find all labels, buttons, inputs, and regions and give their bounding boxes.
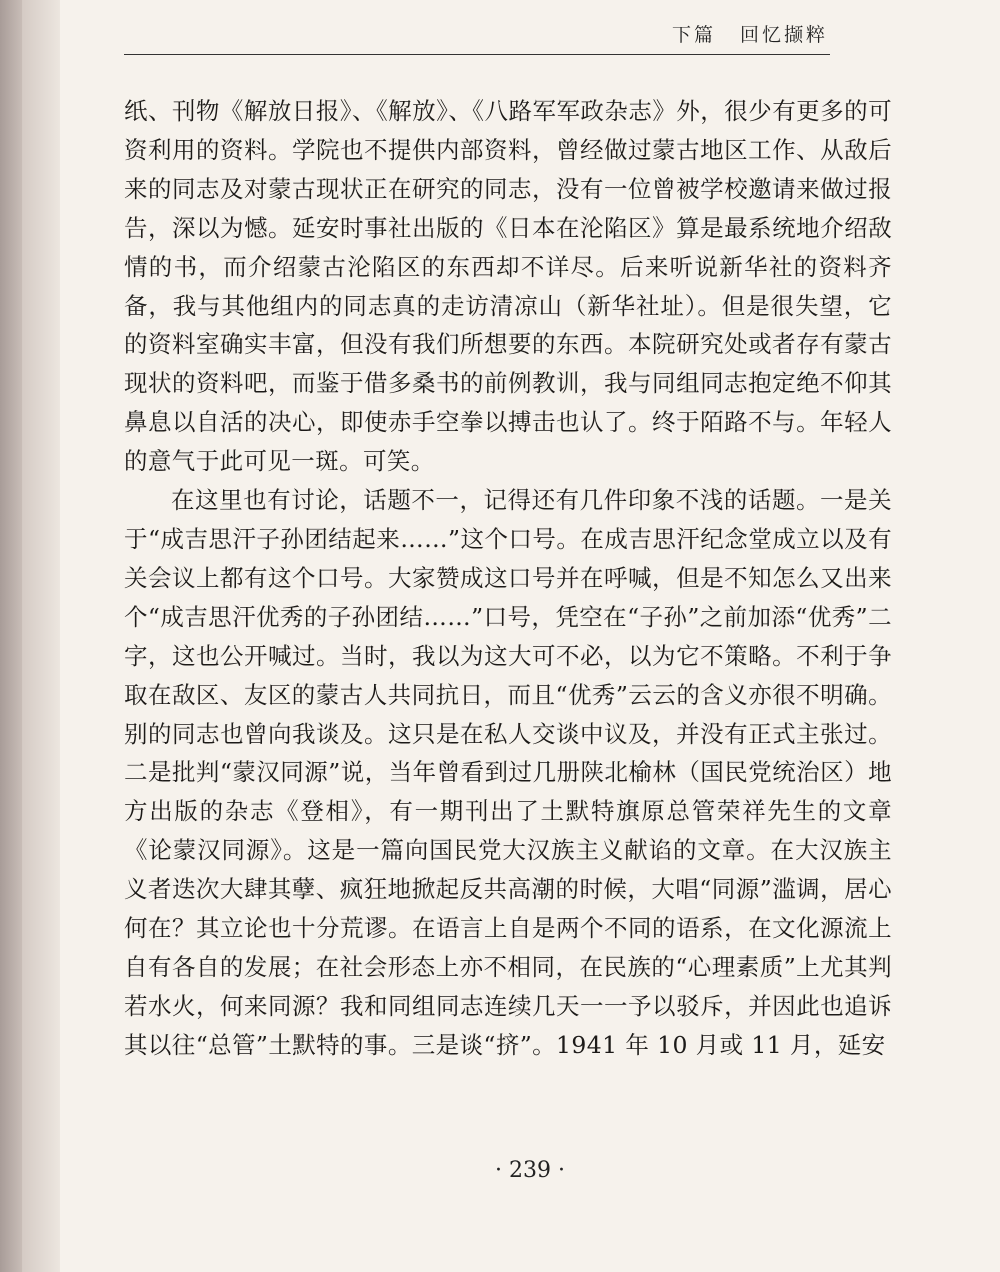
gutter-shadow — [0, 0, 22, 1272]
book-page — [60, 0, 1000, 1272]
running-head-section: 回忆撷粹 — [739, 24, 828, 46]
running-head-part: 下篇 — [671, 24, 716, 46]
paragraph-1: 纸、刊物《解放日报》、《解放》、《八路军军政杂志》外，很少有更多的可资利用的资料。学院也不提供内部资料，曾经做过蒙古地区工作、从敌后来的同志及对蒙古现状正在研究的同志，没有一位曾被学校邀请来做过报告，深以为憾。延安时事社出版的《日本在沦陷区》算是最系统地介绍敌情的书，而介绍蒙古沦陷区的东西却不详尽。后来听说新华社的资料齐备，我与其他组内的同志真的走访清凉山（新华社址）。但是很失望，它的资料室确实丰富，但没有我们所想要的东西。本院研究处或者存有蒙古现状的资料吧，而鉴于借多桑书的前例教训，我与同组同志抱定绝不仰其鼻息以自活的决心，即使赤手空拳以搏击也认了。终于陌路不与。年轻人的意气于此可见一斑。可笑。 — [124, 97, 892, 476]
body-text — [124, 92, 892, 1065]
page-number: · 239 · — [495, 1158, 565, 1183]
running-head — [672, 20, 828, 47]
book-gutter — [0, 0, 60, 1272]
paragraph-2: 在这里也有讨论，话题不一，记得还有几件印象不浅的话题。一是关于“成吉思汗子孙团结起来……”这个口号。在成吉思汗纪念堂成立以及有关会议上都有这个口号。大家赞成这口号并在呼喊，但是不知怎么又出来个“成吉思汗优秀的子孙团结……”口号，凭空在“子孙”之前加添“优秀”二字，这也公开喊过。当时，我以为这大可不必，以为它不策略。不利于争取在敌区、友区的蒙古人共同抗日，而且“优秀”云云的含义亦很不明确。别的同志也曾向我谈及。这只是在私人交谈中议及，并没有正式主张过。二是批判“蒙汉同源”说，当年曾看到过几册陕北榆林（国民党统治区）地方出版的杂志《登相》，有一期刊出了土默特旗原总管荣祥先生的文章《论蒙汉同源》。这是一篇向国民党大汉族主义献谄的文章。在大汉族主义者迭次大肆其孽、疯狂地掀起反共高潮的时候，大唱“同源”滥调，居心何在？其立论也十分荒谬。在语言上自是两个不同的语系，在文化源流上自有各自的发展；在社会形态上亦不相同，在民族的“心理素质”上尤其判若水火，何来同源？我和同组同志连续几天一一予以驳斥，并因此也追诉其以往“总管”土默特的事。三是谈“挤”。1941 年 10 月或 11 月，延安 — [124, 486, 892, 1059]
header-rule — [124, 54, 830, 55]
